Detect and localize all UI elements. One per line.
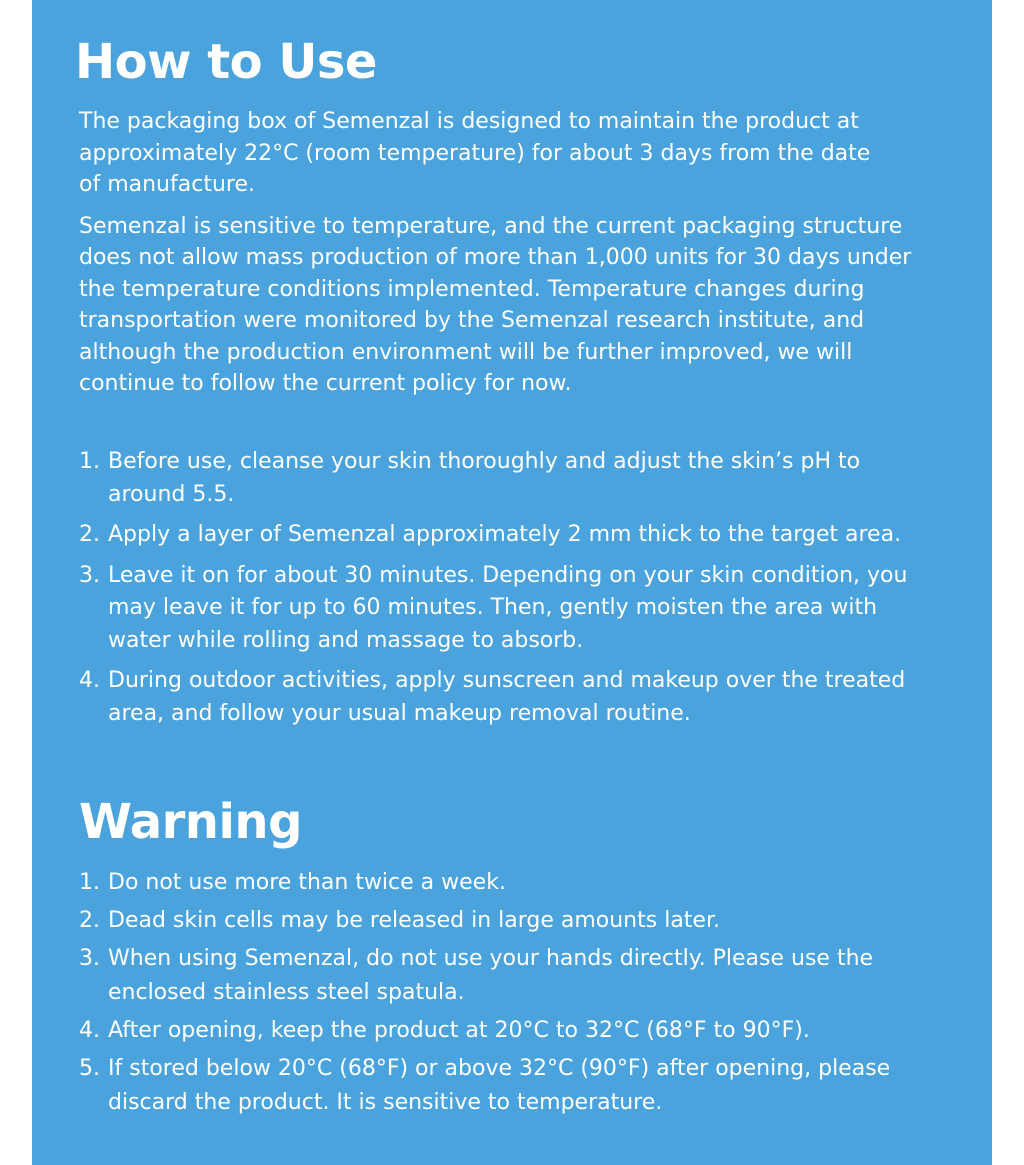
warning-list	[79, 866, 939, 1124]
warning-item	[79, 1014, 939, 1048]
step-text: During outdoor activities, apply sunscreen and makeup over the treated area, and follow your usual makeup removal routine.	[108, 668, 906, 726]
usage-step	[79, 665, 939, 730]
warning-number: 4.	[79, 1018, 100, 1043]
warning-number: 1.	[79, 870, 100, 895]
intro-paragraph: Semenzal is sensitive to temperature, and the current packaging structure does not allow mass production of more than 1,000 units for 30 days under the temperature conditions implemented. Temperature changes during transportation were monitored by the Semenzal research institute, and although the production environment will be further improved, we will continue to follow the current policy for now.	[79, 213, 912, 396]
step-text: Before use, cleanse your skin thoroughly and adjust the skin’s pH to around 5.5.	[108, 449, 861, 507]
intro-text	[79, 106, 949, 410]
intro-paragraph: The packaging box of Semenzal is designed to maintain the product at approximately 22°C (room temperature) for about 3 days from the date of manufacture.	[79, 109, 871, 197]
warning-text: Dead skin cells may be released in large amounts later.	[108, 908, 720, 933]
step-number: 1.	[79, 449, 100, 474]
warning-text: When using Semenzal, do not use your hands directly. Please use the enclosed stainless steel spatula.	[108, 946, 874, 1005]
step-number: 3.	[79, 562, 100, 588]
warning-item	[79, 904, 939, 938]
warning-text: Do not use more than twice a week.	[108, 870, 506, 895]
how-to-use-heading: How to Use	[75, 34, 377, 90]
usage-steps-list	[79, 446, 939, 738]
warning-item	[79, 942, 939, 1010]
warning-number: 3.	[79, 946, 100, 971]
usage-step	[79, 519, 939, 552]
warning-number: 2.	[79, 908, 100, 933]
warning-heading: Warning	[79, 794, 302, 850]
warning-text: After opening, keep the product at 20°C to 32°C (68°F to 90°F).	[108, 1018, 810, 1043]
usage-step	[79, 560, 939, 658]
warning-item	[79, 1052, 939, 1120]
step-number: 2.	[79, 522, 100, 547]
step-text: Apply a layer of Semenzal approximately 2 mm thick to the target area.	[108, 522, 902, 547]
step-number: 4.	[79, 668, 100, 693]
instruction-panel	[32, 0, 992, 1165]
warning-item	[79, 866, 939, 900]
warning-text: If stored below 20°C (68°F) or above 32°C (90°F) after opening, please discard the product. It is sensitive to temperature.	[108, 1056, 891, 1115]
warning-number: 5.	[79, 1056, 100, 1081]
usage-step	[79, 446, 939, 511]
step-text: Leave it on for about 30 minutes. Depending on your skin condition, you may leave it for up to 60 minutes. Then, gently moisten the area with water while rolling and massage to absorb.	[108, 562, 908, 653]
